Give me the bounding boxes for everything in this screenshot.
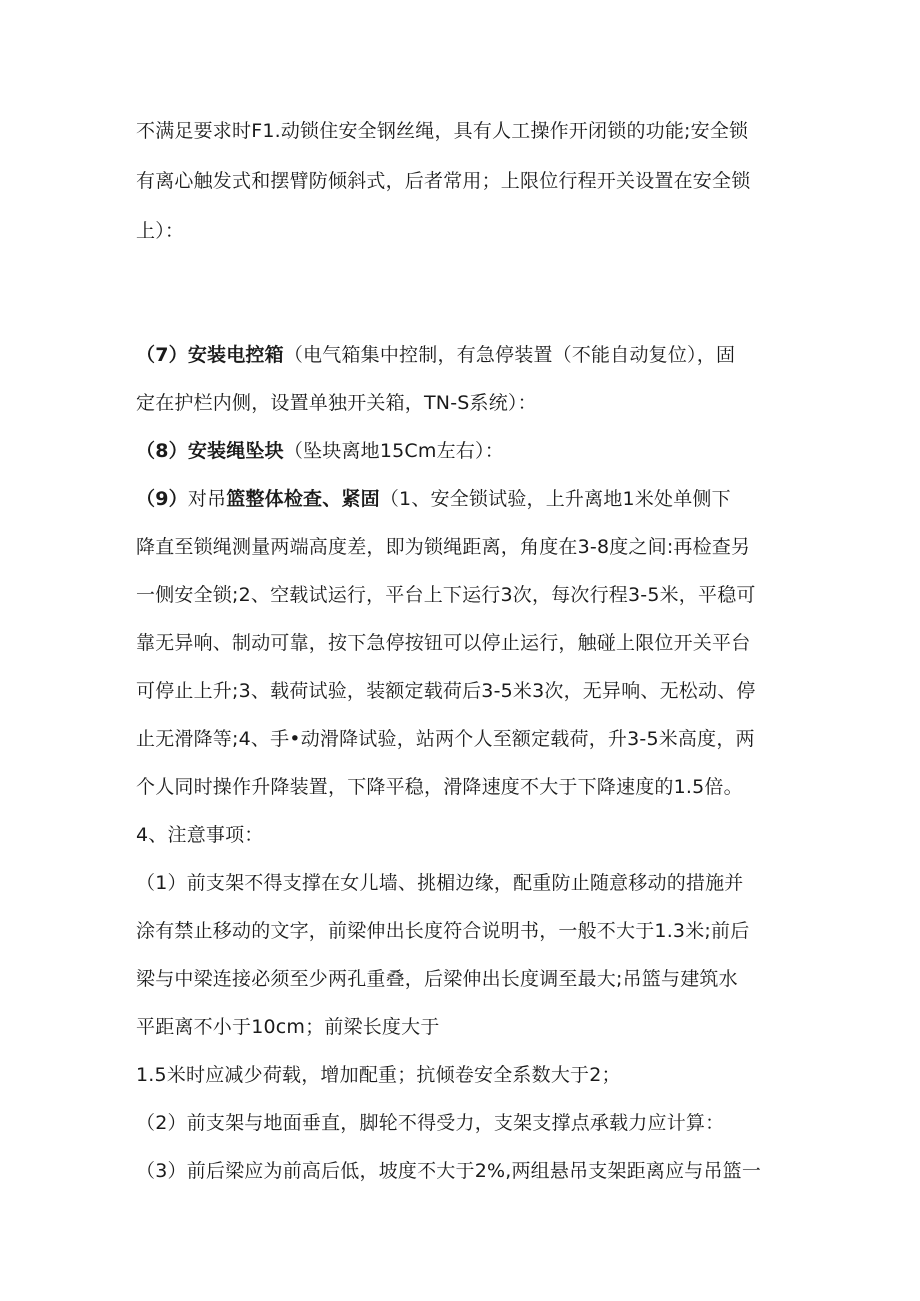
step-9-line-7: 个人同时操作升降装置，下降平稳，滑降速度不大于下降速度的1.5倍。: [136, 776, 743, 798]
note-1-line-5: 1.5米时应减少荷载，增加配重；抗倾卷安全系数大于2；: [136, 1064, 621, 1086]
step-7-title: 安装电控箱: [187, 344, 284, 366]
step-9-line-5: 可停止上升;3、载荷试验，装额定载荷后3-5米3次，无异响、无松动、停: [136, 680, 756, 702]
step-7-text: （电气箱集中控制，有急停装置（不能自动复位），固: [283, 344, 736, 366]
note-1-line-1: （1）前支架不得支撑在女儿墙、挑楣边缘，配重防止随意移动的措施并: [136, 872, 744, 894]
intro-line-3: 上）：: [136, 220, 185, 242]
intro-line-2: 有离心触发式和摆臂防倾斜式，后者常用；上限位行程开关设置在安全锁: [136, 170, 751, 192]
step-9-line-4: 靠无异响、制动可靠，按下急停按钮可以停止运行，触碰上限位开关平台: [136, 632, 751, 654]
note-3-line-1: （3）前后梁应为前高后低，坡度不大于2%,两组悬吊支架距离应与吊篮一: [136, 1160, 762, 1182]
step-8-number: （8）: [136, 440, 188, 462]
step-9-number: （9）: [136, 488, 188, 510]
step-8-text: （坠块离地15Cm左右）：: [283, 440, 504, 462]
step-9-line-3: 一侧安全锁;2、空载试运行，平台上下运行3次，每次行程3-5米，平稳可: [136, 584, 756, 606]
step-9-line-6: 止无滑降等;4、手•动滑降试验，站两个人至额定载荷，升3-5米高度，两: [136, 728, 755, 750]
intro-line-1: 不满足要求时F1.动锁住安全钢丝绳，具有人工操作开闭锁的功能;安全锁: [136, 120, 749, 142]
step-7-number: （7）: [136, 344, 188, 366]
step-9-title: 篮整体检查、紧固: [226, 488, 380, 510]
note-2: （2）前支架与地面垂直，脚轮不得受力，支架支撑点承载力应计算：: [136, 1112, 725, 1134]
step-7-line-1: [136, 342, 786, 368]
step-9-line-2: 降直至锁绳测量两端高度差，即为锁绳距离，角度在3-8度之间:再检查另: [136, 536, 751, 558]
section-4-heading: 4、注意事项：: [136, 824, 264, 846]
step-7-line-2: 定在护栏内侧，设置单独开关箱，TN-S系统）：: [136, 392, 537, 414]
step-9-line-1: [136, 486, 786, 512]
step-8-title: 安装绳坠块: [187, 440, 284, 462]
step-9-text: （1、安全锁试验，上升离地1米处单侧下: [379, 488, 731, 510]
note-1-line-3: 梁与中梁连接必须至少两孔重叠，后梁伸出长度调至最大;吊篮与建筑水: [136, 968, 738, 990]
step-8-line: [136, 438, 786, 464]
step-9-pre: 对吊: [187, 488, 227, 510]
note-1-line-2: 涂有禁止移动的文字，前梁伸出长度符合说明书，一般不大于1.3米;前后: [136, 920, 750, 942]
note-1-line-4: 平距离不小于10cm；前梁长度大于: [136, 1016, 440, 1038]
